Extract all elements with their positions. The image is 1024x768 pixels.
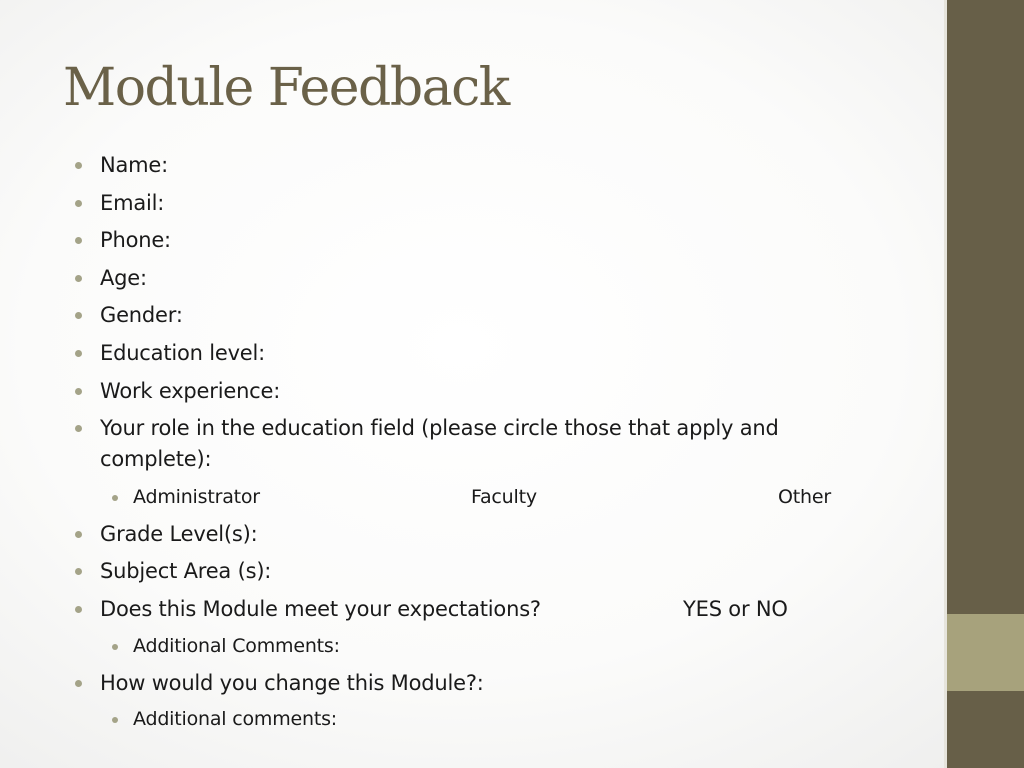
- role-options: [133, 483, 880, 512]
- list-item-subject-area: Subject Area (s):: [100, 556, 880, 586]
- list-item-role: [100, 413, 880, 475]
- list-item-name: Name:: [100, 150, 880, 180]
- expectations-answer: YES or NO: [683, 596, 788, 621]
- list-item-age: Age:: [100, 263, 880, 293]
- list-item-email: Email:: [100, 188, 880, 218]
- list-item-phone: Phone:: [100, 225, 880, 255]
- list-item-expectations: [100, 594, 880, 624]
- role-option-administrator: Administrator: [133, 485, 260, 508]
- expectations-comments: Additional Comments:: [133, 632, 880, 661]
- change-comments: Additional comments:: [133, 705, 880, 734]
- list-item-grade-level: Grade Level(s):: [100, 519, 880, 549]
- role-question: Your role in the education field (please circle those that apply and complete):: [100, 416, 779, 472]
- side-accent-block: [947, 614, 1024, 691]
- list-item-change: How would you change this Module?:: [100, 668, 880, 698]
- role-option-faculty: Faculty: [471, 485, 537, 508]
- slide-title: Module Feedback: [63, 58, 509, 118]
- list-item-education-level: Education level:: [100, 338, 880, 368]
- list-item-gender: Gender:: [100, 300, 880, 330]
- expectations-question: Does this Module meet your expectations?: [100, 596, 541, 621]
- role-option-other: Other: [778, 485, 831, 508]
- list-item-work-experience: Work experience:: [100, 376, 880, 406]
- feedback-list: [100, 150, 880, 741]
